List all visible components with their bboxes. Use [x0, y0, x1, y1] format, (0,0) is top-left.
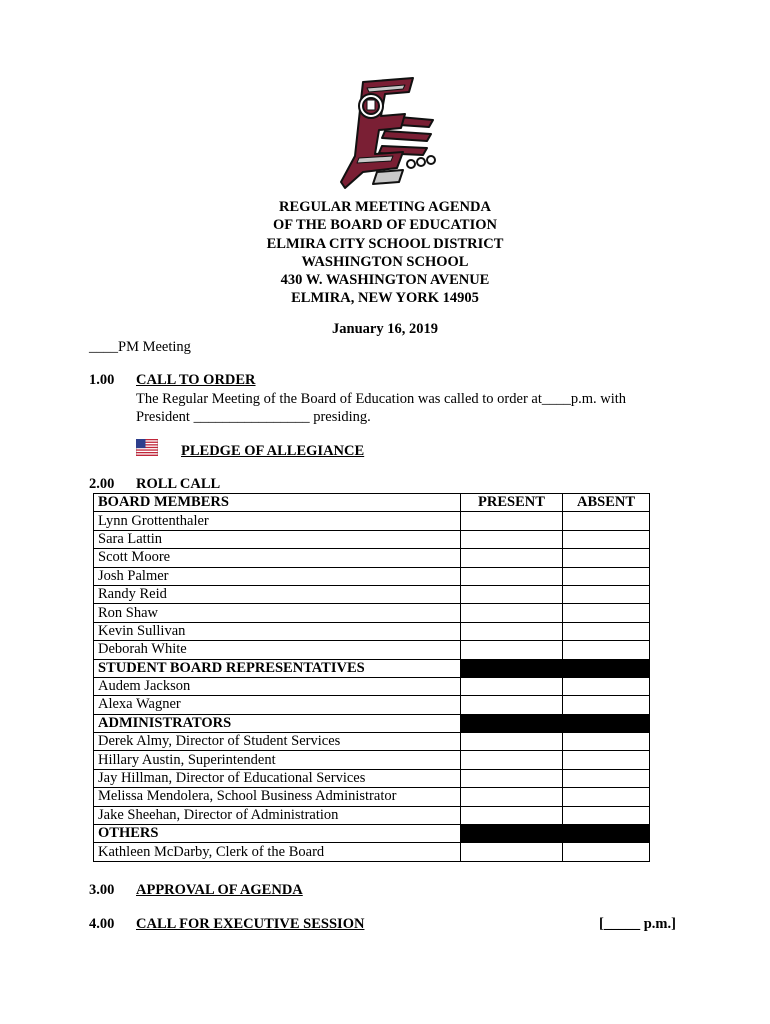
present-cell [461, 825, 563, 843]
table-row [94, 733, 650, 751]
table-row [94, 512, 650, 530]
absent-cell [563, 677, 650, 695]
table-section-row [94, 825, 650, 843]
present-cell [461, 659, 563, 677]
table-header-row [94, 494, 650, 512]
table-row [94, 769, 650, 787]
roll-call-table [93, 493, 650, 862]
table-row [94, 641, 650, 659]
table-row [94, 585, 650, 603]
present-cell [461, 585, 563, 603]
column-header-absent: ABSENT [563, 494, 650, 512]
present-cell [461, 567, 563, 585]
table-section-row [94, 714, 650, 732]
member-name: Josh Palmer [94, 567, 461, 585]
present-cell [461, 549, 563, 567]
member-name: Lynn Grottenthaler [94, 512, 461, 530]
header-line: OF THE BOARD OF EDUCATION [273, 217, 497, 234]
member-name: Melissa Mendolera, School Business Administrator [94, 788, 461, 806]
call-to-order-text [136, 390, 626, 426]
column-header-board-members: BOARD MEMBERS [94, 494, 461, 512]
absent-cell [563, 641, 650, 659]
header-line: ELMIRA, NEW YORK 14905 [291, 290, 479, 307]
header-line: ELMIRA CITY SCHOOL DISTRICT [266, 235, 504, 252]
table-row [94, 806, 650, 824]
table-row [94, 604, 650, 622]
member-name: Kathleen McDarby, Clerk of the Board [94, 843, 461, 861]
member-name: Ron Shaw [94, 604, 461, 622]
present-cell [461, 788, 563, 806]
absent-cell [563, 751, 650, 769]
member-name: Deborah White [94, 641, 461, 659]
present-cell [461, 622, 563, 640]
absent-cell [563, 549, 650, 567]
section-title-executive-session: CALL FOR EXECUTIVE SESSION [136, 916, 365, 932]
absent-cell [563, 696, 650, 714]
section-number: 3.00 [89, 882, 115, 898]
present-cell [461, 806, 563, 824]
absent-cell [563, 567, 650, 585]
member-name: Hillary Austin, Superintendent [94, 751, 461, 769]
absent-cell [563, 512, 650, 530]
absent-cell [563, 769, 650, 787]
member-name: Audem Jackson [94, 677, 461, 695]
present-cell [461, 641, 563, 659]
call-to-order-line: The Regular Meeting of the Board of Education was called to order at____p.m. with [136, 391, 627, 407]
section-title-approval: APPROVAL OF AGENDA [136, 882, 303, 898]
column-header-present: PRESENT [461, 494, 563, 512]
present-cell [461, 714, 563, 732]
present-cell [461, 677, 563, 695]
member-name: Jake Sheehan, Director of Administration [94, 806, 461, 824]
absent-cell [563, 806, 650, 824]
section-number: 4.00 [89, 916, 115, 932]
member-name: Alexa Wagner [94, 696, 461, 714]
section-number: 2.00 [89, 476, 115, 492]
member-name: Kevin Sullivan [94, 622, 461, 640]
table-row [94, 622, 650, 640]
present-cell [461, 733, 563, 751]
table-row [94, 549, 650, 567]
section-number: 1.00 [89, 372, 115, 388]
absent-cell [563, 714, 650, 732]
member-name: Sara Lattin [94, 530, 461, 548]
table-section-row [94, 659, 650, 677]
present-cell [461, 530, 563, 548]
member-name: Randy Reid [94, 585, 461, 603]
absent-cell [563, 659, 650, 677]
member-name: Scott Moore [94, 549, 461, 567]
roll-section-heading: OTHERS [94, 825, 461, 843]
header-line: REGULAR MEETING AGENDA [279, 199, 491, 215]
table-row [94, 843, 650, 861]
table-row [94, 751, 650, 769]
table-row [94, 530, 650, 548]
absent-cell [563, 604, 650, 622]
section-title-pledge: PLEDGE OF ALLEGIANCE [181, 443, 365, 459]
table-row [94, 567, 650, 585]
roll-section-heading: ADMINISTRATORS [94, 714, 461, 732]
table-row [94, 696, 650, 714]
pm-meeting-label: ____PM Meeting [89, 339, 191, 355]
us-flag-icon [136, 439, 158, 456]
absent-cell [563, 788, 650, 806]
header-line: WASHINGTON SCHOOL [301, 253, 469, 270]
roll-section-heading: STUDENT BOARD REPRESENTATIVES [94, 659, 461, 677]
present-cell [461, 751, 563, 769]
table-row [94, 677, 650, 695]
section-title-call-to-order: CALL TO ORDER [136, 372, 256, 388]
call-to-order-line: President ________________ presiding. [136, 409, 371, 425]
absent-cell [563, 530, 650, 548]
agenda-header [0, 198, 770, 308]
present-cell [461, 843, 563, 861]
header-line: 430 W. WASHINGTON AVENUE [280, 272, 490, 289]
member-name: Jay Hillman, Director of Educational Services [94, 769, 461, 787]
absent-cell [563, 585, 650, 603]
table-row [94, 788, 650, 806]
absent-cell [563, 733, 650, 751]
member-name: Derek Almy, Director of Student Services [94, 733, 461, 751]
present-cell [461, 512, 563, 530]
section-title-roll-call: ROLL CALL [136, 476, 221, 492]
present-cell [461, 769, 563, 787]
present-cell [461, 604, 563, 622]
absent-cell [563, 825, 650, 843]
meeting-date: January 16, 2019 [332, 321, 438, 337]
absent-cell [563, 843, 650, 861]
present-cell [461, 696, 563, 714]
district-logo [333, 76, 438, 193]
absent-cell [563, 622, 650, 640]
executive-session-time: [_____ p.m.] [599, 916, 676, 932]
